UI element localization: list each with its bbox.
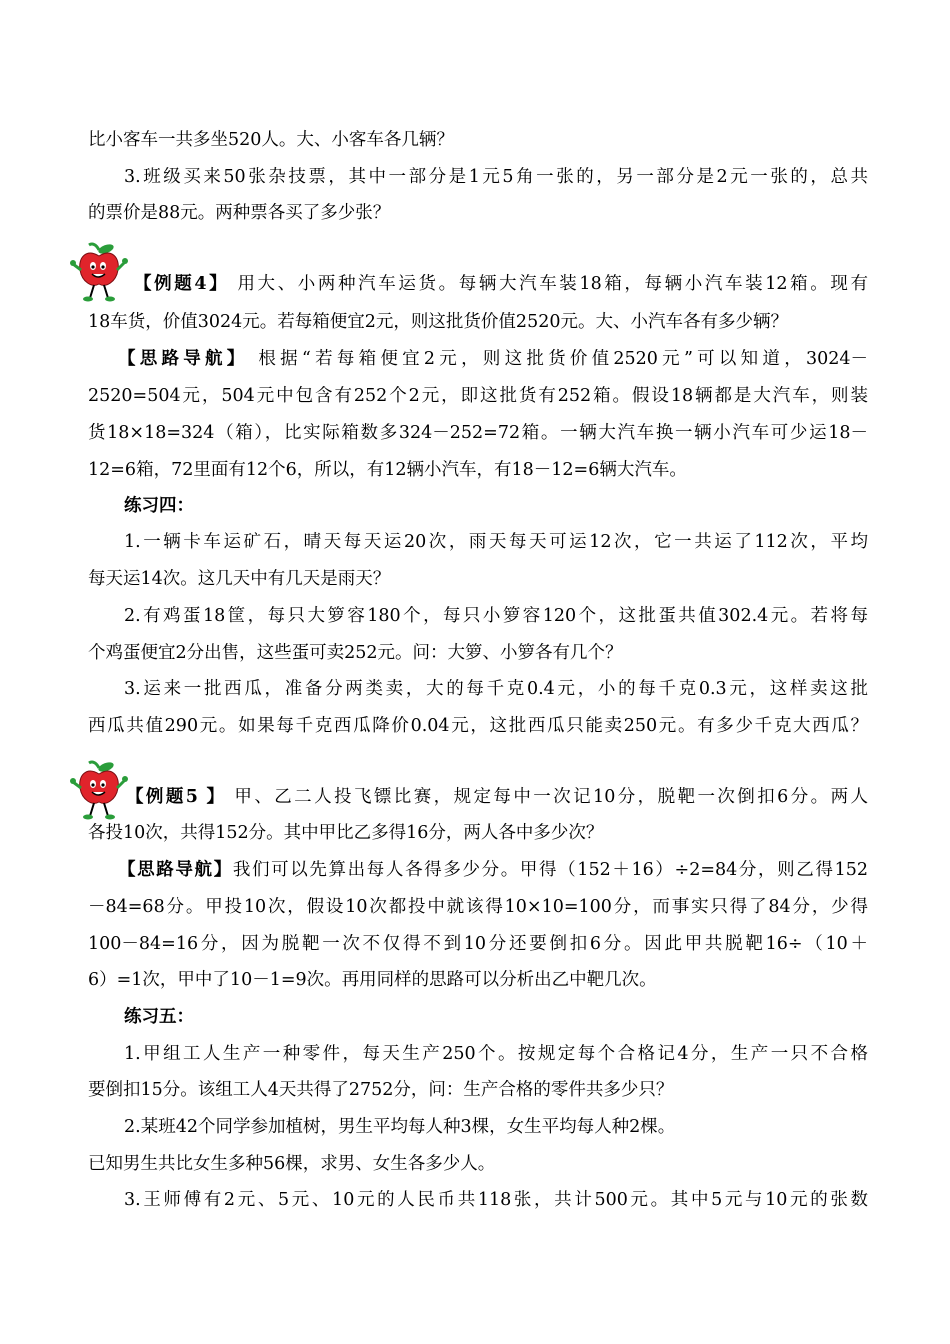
example-label: 【例题4】 (134, 274, 230, 294)
text-line: 3.班级买来50张杂技票，其中一部分是1元5角一张的，另一部分是2元一张的，总共 (124, 167, 868, 187)
text-line: 2.某班42个同学参加植树，男生平均每人种3棵，女生平均每人种2棵。 (124, 1117, 676, 1137)
example-5-heading (126, 785, 868, 809)
nav-label: 【思路导航】 (118, 860, 233, 880)
text-line: 每天运14次。这几天中有几天是雨天？ (88, 569, 391, 589)
text-line: 100－84=16分，因为脱靶一次不仅得不到10分还要倒扣6分。因此甲共脱靶16÷（10＋ (88, 934, 868, 954)
text-line: 各投10次，共得152分。其中甲比乙多得16分，两人各中多少次？ (88, 823, 604, 843)
text-line: 个鸡蛋便宜2分出售，这些蛋可卖252元。问：大箩、小箩各有几个？ (88, 643, 623, 663)
text-line: 1.甲组工人生产一种零件，每天生产250个。按规定每个合格记4分，生产一只不合格 (124, 1044, 868, 1064)
text-line: 的票价是88元。两种票各买了多少张？ (88, 203, 391, 223)
nav-5-heading (118, 858, 868, 882)
text-line: 货18×18=324（箱），比实际箱数多324－252=72箱。一辆大汽车换一辆小汽车可少运18－ (88, 423, 868, 443)
nav-text: 我们可以先算出每人各得多少分。甲得（152＋16）÷2=84分，则乙得152 (232, 860, 868, 880)
apple-mascot-icon (68, 242, 130, 304)
text-line: 1.一辆卡车运矿石，晴天每天运20次，雨天每天可运12次，它一共运了112次，平均 (124, 532, 868, 552)
practice-5-heading: 练习五： (124, 1007, 194, 1027)
text-line: 西瓜共值290元。如果每千克西瓜降价0.04元，这批西瓜只能卖250元。有多少千克大西瓜？ (88, 716, 868, 736)
text-line: 比小客车一共多坐520人。大、小客车各几辆？ (88, 130, 454, 150)
example-text: 甲、乙二人投飞镖比赛，规定每中一次记10分，脱靶一次倒扣6分。两人 (226, 787, 868, 807)
nav-4-heading (118, 347, 868, 371)
text-line: 2520=504元，504元中包含有252个2元，即这批货有252箱。假设18辆都是大汽车，则装 (88, 386, 868, 406)
text-line: 18车货，价值3024元。若每箱便宜2元，则这批货价值2520元。大、小汽车各有多少辆？ (88, 312, 788, 332)
text-line: －84=68分。甲投10次，假设10次都投中就该得10×10=100分，而事实只得了84分，少得 (88, 897, 868, 917)
text-line: 3.王师傅有2元、5元、10元的人民币共118张，共计500元。其中5元与10元的张数 (124, 1190, 868, 1210)
text-line: 3.运来一批西瓜，准备分两类卖，大的每千克0.4元，小的每千克0.3元，这样卖这批 (124, 679, 868, 699)
text-line: 6）=1次，甲中了10－1=9次。再用同样的思路可以分析出乙中靶几次。 (88, 970, 657, 990)
text-line: 已知男生共比女生多种56棵，求男、女生各多少人。 (88, 1154, 496, 1174)
text-line: 2.有鸡蛋18筐，每只大箩容180个，每只小箩容120个，这批蛋共值302.4元。若将每 (124, 606, 868, 626)
nav-text: 根据“若每箱便宜2元，则这批货价值2520元”可以知道，3024－ (248, 349, 868, 369)
text-line: 12=6箱，72里面有12个6，所以，有12辆小汽车，有18－12=6辆大汽车。 (88, 460, 687, 480)
text-line: 要倒扣15分。该组工人4天共得了2752分，问：生产合格的零件共多少只？ (88, 1080, 674, 1100)
example-label: 【例题5 】 (126, 787, 227, 807)
example-text: 用大、小两种汽车运货。每辆大汽车装18箱，每辆小汽车装12箱。现有 (229, 274, 868, 294)
example-4-heading (134, 272, 868, 296)
apple-mascot-icon (68, 760, 130, 822)
practice-4-heading: 练习四： (124, 496, 194, 516)
nav-label: 【思路导航】 (118, 349, 249, 369)
